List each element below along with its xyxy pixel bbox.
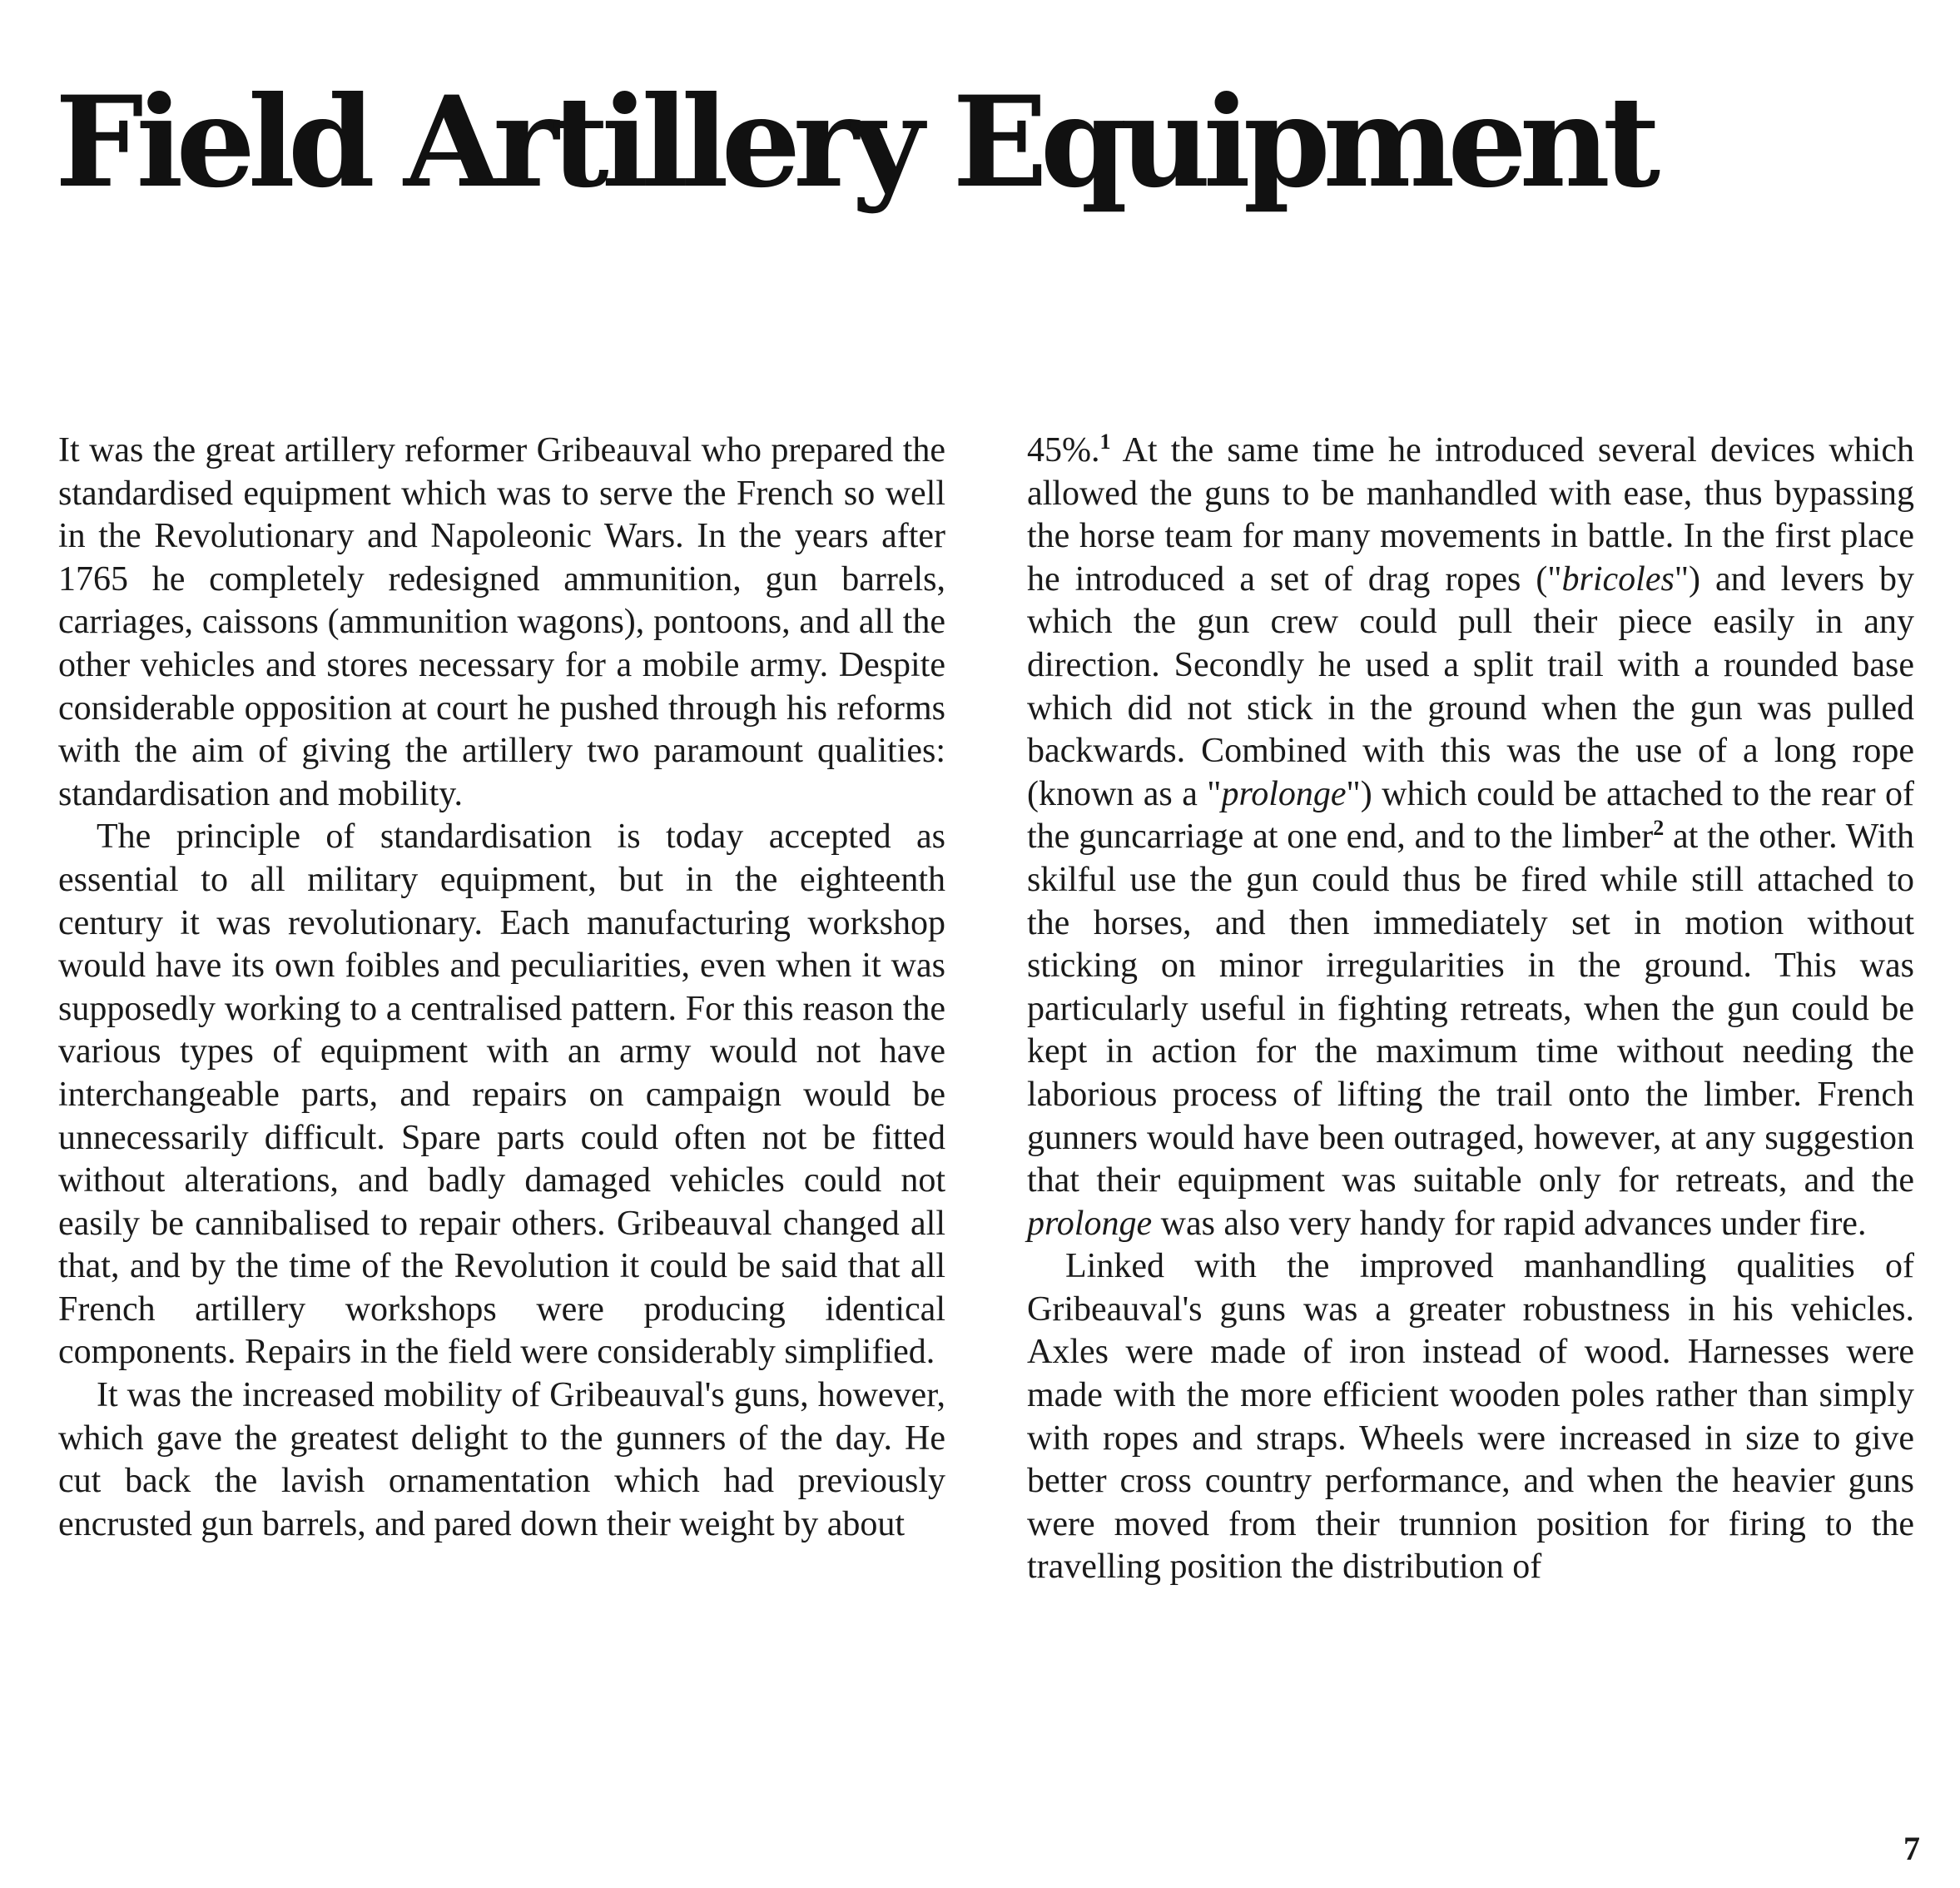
- term-bricoles: bricoles: [1561, 559, 1675, 599]
- page-number: 7: [1903, 1830, 1920, 1867]
- text-segment: ") which could be attached to the rear of the guncarriage at one end, and to the limber: [1027, 774, 1914, 857]
- text-segment: was also very handy for rapid advances under fire.: [1152, 1204, 1867, 1243]
- text-segment: 45%.: [1027, 431, 1100, 470]
- term-prolonge: prolonge: [1221, 774, 1347, 813]
- footnote-marker-2: 2: [1653, 816, 1665, 841]
- paragraph-mobility: It was the increased mobility of Gribeauval's guns, however, which gave the greatest delight to the gunners of the day. He cut back the lavish ornamentation which had previously encrusted gun barrels, and pared down their weight by about: [58, 1376, 945, 1543]
- paragraph-standardisation: The principle of standardisation is today accepted as essential to all military equipment, but in the eighteenth century it was revolutionary. Each manufacturing workshop would have its own foibles and peculiarities, even when it was supposedly working to a centralised pattern. For this reason the various types of equipment with an army would not have interchangeable parts, and repairs on campaign would be unnecessarily difficult. Spare parts could often not be fitted without alterations, and badly damaged vehicles could not easily be cannibalised to repair others. Gribeauval changed all that, and by the time of the Revolution it could be said that all French artillery workshops were producing identical components. Repairs in the field were considerably simplified.: [58, 817, 945, 1372]
- page-title: Field Artillery Equipment: [55, 69, 1654, 216]
- paragraph-robustness: Linked with the improved manhandling qualities of Gribeauval's guns was a greater robustness in his vehicles. Axles were made of iron instead of wood. Harnesses were made with the more efficient wooden poles rather than simply with ropes and straps. Wheels were increased in size to give better cross country performance, and when the heavier guns were moved from their trunnion position for firing to the travelling position the distribution of: [1027, 1247, 1914, 1587]
- term-prolonge: prolonge: [1027, 1204, 1153, 1243]
- text-segment: ") and levers by which the gun crew could pull their piece easily in any direction. Secondly he used a split trail with a rounded base which did not stick in the ground when the gun was pulled backwards. Combined with this was the use of a long rope (known as a ": [1027, 559, 1914, 813]
- text-segment: At the same time he introduced several devices which allowed the guns to be manhandled with ease, thus bypassing the horse team for many movements in battle. In the first place he introduced a set of drag ropes (": [1027, 431, 1914, 599]
- text-segment: at the other. With skilful use the gun could thus be fired while still attached to the horses, and then immediately set in motion without sticking on minor irregularities in the ground. This was particularly useful in fighting retreats, when the gun could be kept in action for the maximum time without needing the laborious process of lifting the trail onto the limber. French gunners would have been outraged, however, at any suggestion that their equipment was suitable only for retreats, and the: [1027, 817, 1915, 1200]
- left-column: [58, 430, 945, 1546]
- paragraph-intro: It was the great artillery reformer Gribeauval who prepared the standardised equipment which was to serve the French so well in the Revolutionary and Napoleonic Wars. In the years after 1765 he completely redesigned ammunition, gun barrels, carriages, caissons (ammunition wagons), pontoons, and all the other vehicles and stores necessary for a mobile army. Despite considerable opposition at court he pushed through his reforms with the aim of giving the artillery two paramount qualities: standardisation and mobility.: [58, 431, 945, 813]
- right-column: [1027, 430, 1914, 1589]
- paragraph-manhandling: [1027, 430, 1914, 1245]
- footnote-marker-1: 1: [1099, 430, 1111, 454]
